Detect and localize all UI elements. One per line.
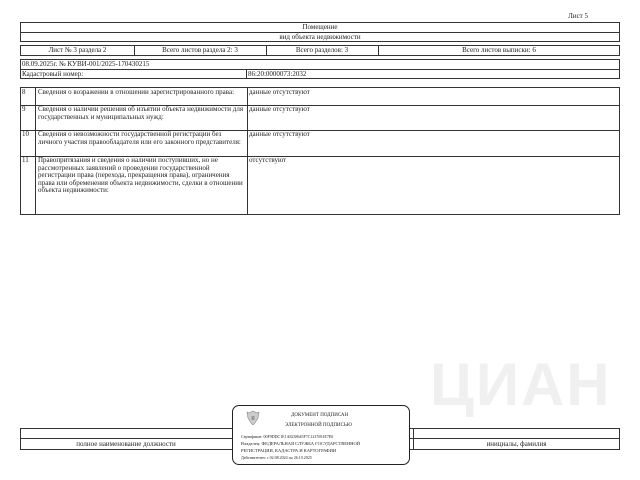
- row-value: данные отсутствуют: [249, 88, 310, 96]
- sheet-info-row: [20, 45, 620, 56]
- sections-total: Всего разделов: 3: [295, 46, 349, 54]
- row-value: отсутствуют: [249, 156, 287, 164]
- row-number: 8: [22, 88, 26, 96]
- row-number: 10: [22, 130, 29, 138]
- request-box: [20, 59, 620, 79]
- name-caption: инициалы, фамилия: [486, 440, 547, 448]
- cadastral-label: Кадастровый номер:: [22, 70, 84, 78]
- stamp-owner-1: Владелец: ФЕДЕРАЛЬНАЯ СЛУЖБА ГОСУДАРСТВЕННОЙ: [241, 441, 361, 446]
- row-label: Сведения о невозможности государственной регистрации без личного участия правообладателя или его законного представителя:: [38, 130, 241, 146]
- row-number: 9: [22, 105, 26, 113]
- position-caption: полное наименование должности: [76, 440, 176, 448]
- stamp-certificate: Сертификат: 00F9DDC1E1A8238645F7C1237691E7E0: [241, 434, 334, 439]
- info-table: [20, 87, 620, 215]
- row-label: Сведения о возражении в отношении зарегистрированного права:: [38, 88, 235, 96]
- row-number: 11: [22, 156, 29, 164]
- sheet-number: Лист № 3 раздела 2: [48, 46, 107, 54]
- extract-sheets-total: Всего листов выписки: 6: [462, 46, 536, 54]
- request-number: 08.09.2025г. № КУВИ-001/2025-170430215: [22, 60, 150, 68]
- cadastral-number: 86:20:0000073:2032: [248, 70, 307, 78]
- coat-of-arms-icon: [245, 409, 261, 427]
- watermark-logo: ЦИАН: [430, 351, 612, 418]
- section-sheets-total: Всего листов раздела 2: 3: [162, 46, 238, 54]
- row-value: данные отсутствуют: [249, 130, 310, 138]
- object-type-caption: вид объекта недвижимости: [279, 33, 361, 41]
- sheet-label: Лист 5: [568, 12, 588, 20]
- object-type: Помещение: [302, 23, 338, 31]
- stamp-title-2: ЭЛЕКТРОННОЙ ПОДПИСЬЮ: [285, 423, 352, 428]
- electronic-signature-stamp: [232, 405, 410, 465]
- row-label: Сведения о наличии решения об изъятии объекта недвижимости для государственных и муниципальных нужд:: [38, 105, 244, 121]
- stamp-owner-2: РЕГИСТРАЦИИ, КАДАСТРА И КАРТОГРАФИИ: [241, 448, 337, 453]
- row-value: данные отсутствуют: [249, 105, 310, 113]
- row-label: Правопритязания и сведения о наличии поступивших, но не рассмотренных заявлений о проведении государственной регистрации права (перехода, прекращения права), ограничения права или обременения объекта недвижимости, сделки в отношении объекта недвижимости:: [38, 156, 243, 194]
- stamp-title-1: ДОКУМЕНТ ПОДПИСАН: [291, 413, 349, 418]
- stamp-validity: Действителен: с 02.08.2024 по 26.10.2025: [241, 455, 312, 460]
- object-type-box: [20, 22, 620, 42]
